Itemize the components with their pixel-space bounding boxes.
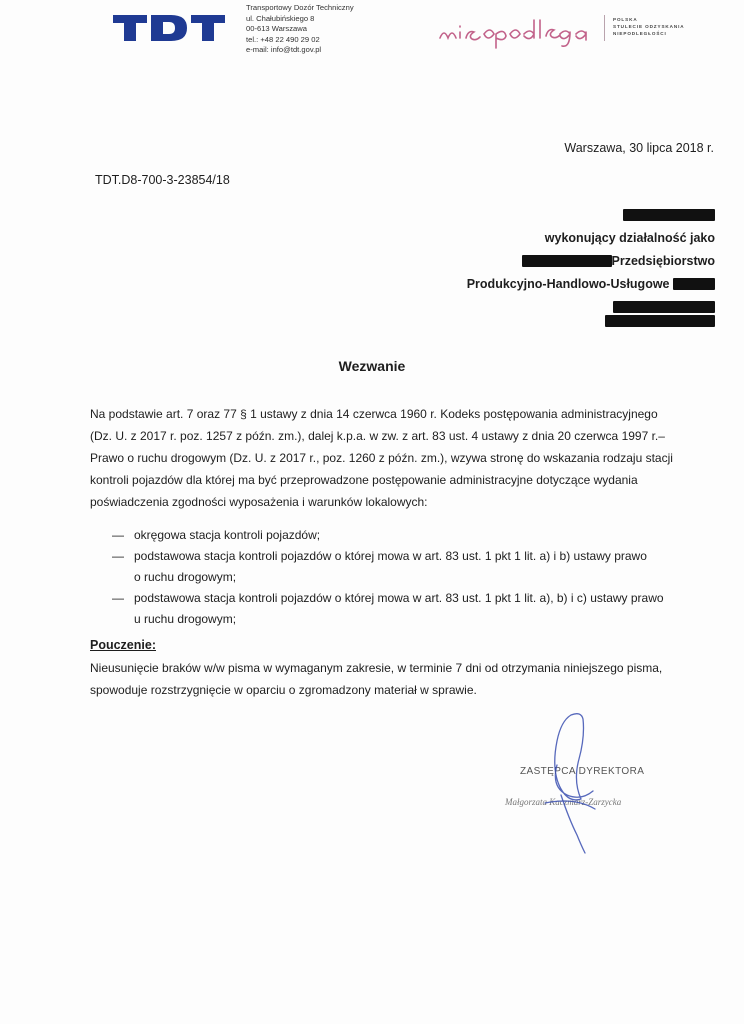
- reference-number: TDT.D8-700-3-23854/18: [95, 173, 230, 187]
- paragraph-line: kontroli pojazdów dla której ma być przeprowadzone postępowanie administracyjne dotyczące wydania: [90, 473, 638, 487]
- paragraph-line: Prawo o ruchu drogowym (Dz. U. z 2017 r., poz. 1260 z późn. zm.), wzywa stronę do wskazania rodzaju stacji: [90, 451, 673, 465]
- paragraph-line: poświadczenia zgodności wyposażenia i warunków lokalowych:: [90, 495, 428, 509]
- address-line: Transportowy Dozór Techniczny: [246, 3, 354, 12]
- list-dash: —: [112, 549, 124, 563]
- signature-stamp-title: ZASTĘPCA DYREKTORA: [520, 766, 645, 777]
- paragraph-line: Na podstawie art. 7 oraz 77 § 1 ustawy z dnia 14 czerwca 1960 r. Kodeks postępowania administracyjnego: [90, 407, 658, 421]
- addressee-line: Przedsiębiorstwo: [611, 254, 715, 268]
- addressee-line: Produkcyjno-Handlowo-Usługowe: [466, 277, 670, 291]
- addressee-line: wykonujący działalność jako: [544, 231, 715, 245]
- list-dash: —: [112, 591, 124, 605]
- list-item: [112, 588, 664, 630]
- list-dash: —: [112, 528, 124, 542]
- instruction-text: [90, 657, 662, 701]
- instruction-line: spowoduje rozstrzygnięcie w oparciu o zgromadzony materiał w sprawie.: [90, 683, 477, 697]
- address-line: tel.: +48 22 490 29 02: [246, 34, 320, 44]
- instruction-line: Nieusunięcie braków w/w pisma w wymaganym zakresie, w terminie 7 dni od otrzymania niniejszego pisma,: [90, 661, 663, 675]
- niepodlegla-caption: [613, 16, 684, 37]
- list-item-line: podstawowa stacja kontroli pojazdów o której mowa w art. 83 ust. 1 pkt 1 lit. a) i b) ustawy prawo: [134, 549, 647, 563]
- paragraph-line: (Dz. U. z 2017 r. poz. 1257 z późn. zm.), dalej k.p.a. w zw. z art. 83 ust. 4 ustawy z dnia 20 czerwca 1997 r.–: [90, 429, 665, 443]
- caption-line: NIEPODLEGŁOŚCI: [613, 31, 667, 36]
- list-item: [112, 546, 664, 588]
- station-type-list: [112, 525, 664, 630]
- redaction-bar: [623, 209, 715, 221]
- caption-line: POLSKA: [613, 17, 638, 22]
- letter-title: Wezwanie: [338, 358, 406, 374]
- instruction-heading: Pouczenie:: [90, 638, 156, 652]
- signature-stamp-name: Małgorzata Kaczmarz-Zarzycka: [505, 797, 622, 807]
- logo-separator: [604, 15, 605, 41]
- letter-date: Warszawa, 30 lipca 2018 r.: [564, 141, 714, 155]
- list-item-line: o ruchu drogowym;: [134, 570, 237, 584]
- address-line: e-mail: info@tdt.gov.pl: [246, 45, 322, 55]
- list-item-line: u ruchu drogowym;: [134, 612, 237, 626]
- tdt-logo: [113, 13, 225, 43]
- redaction-bar: [673, 278, 715, 290]
- niepodlegla-logo: [436, 6, 596, 52]
- list-item: [112, 525, 664, 546]
- address-line: 00-613 Warszawa: [246, 24, 307, 34]
- redaction-bar: [605, 315, 715, 327]
- main-paragraph: [90, 403, 700, 513]
- address-line: ul. Chałubińskiego 8: [246, 13, 315, 23]
- list-item-line: podstawowa stacja kontroli pojazdów o której mowa w art. 83 ust. 1 pkt 1 lit. a), b) i c) ustawy prawo: [134, 591, 664, 605]
- handwritten-signature: [505, 705, 665, 865]
- caption-line: STULECIE ODZYSKANIA: [613, 24, 685, 29]
- list-item-line: okręgowa stacja kontroli pojazdów;: [134, 528, 321, 542]
- addressee-block: [467, 204, 715, 333]
- redaction-bar: [522, 255, 612, 267]
- sender-address: [246, 3, 354, 56]
